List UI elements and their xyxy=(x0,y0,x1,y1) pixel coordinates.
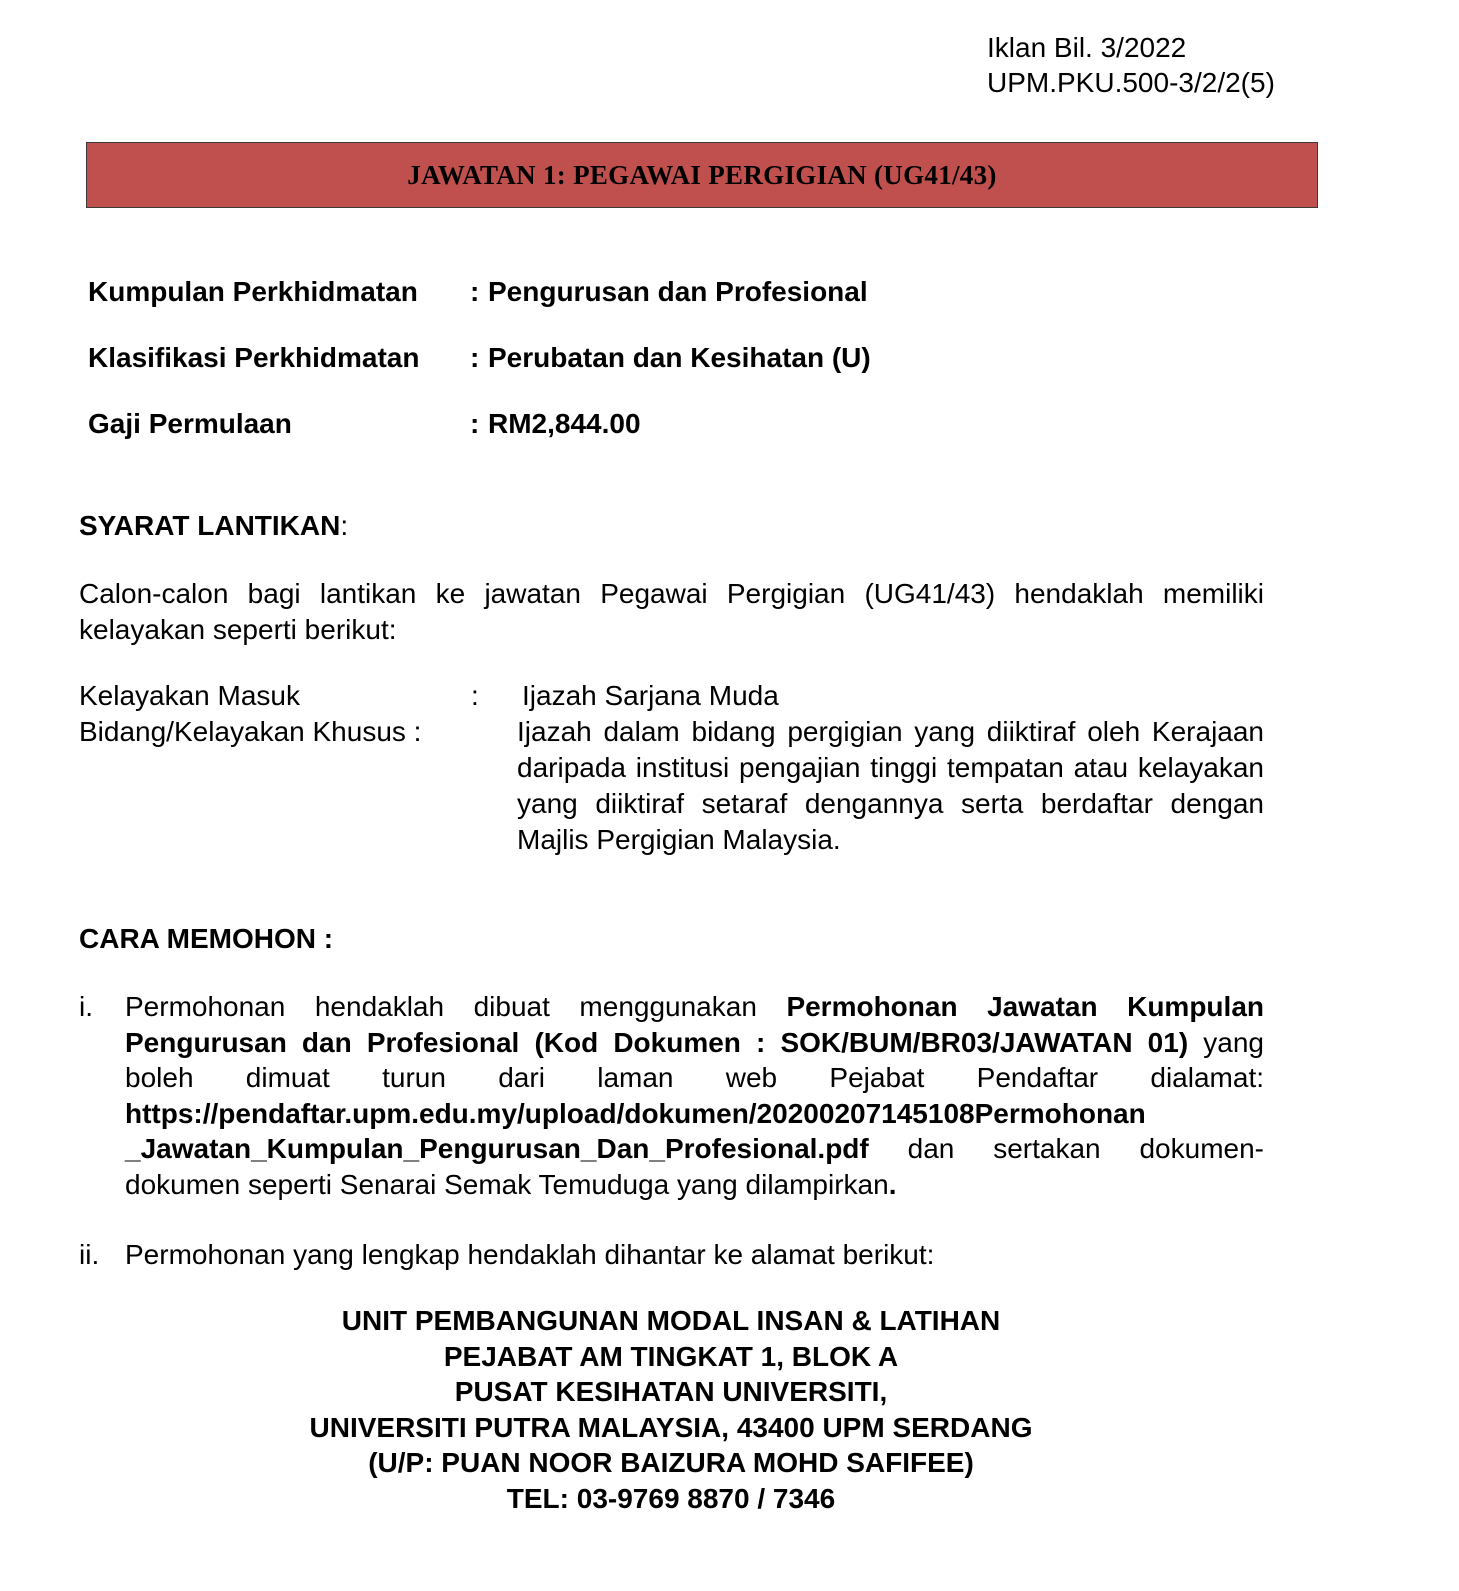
qualification-label-specific: Bidang/Kelayakan Khusus : xyxy=(79,716,422,747)
address-line: (U/P: PUAN NOOR BAIZURA MOHD SAFIFEE) xyxy=(368,1447,974,1478)
job-title-banner xyxy=(86,142,1318,208)
info-colon: : xyxy=(470,408,480,439)
job-title: JAWATAN 1: PEGAWAI PERGIGIAN (UG41/43) xyxy=(407,159,997,190)
info-colon: : xyxy=(470,276,480,307)
application-form-name: Permohonan Jawatan Kumpulan Pengurusan dan Profesional (Kod Dokumen : SOK/BUM/BR03/JAWATAN 01) xyxy=(125,991,1264,1058)
advert-number: Iklan Bil. 3/2022 xyxy=(987,32,1187,63)
item-body: Permohonan yang lengkap hendaklah dihantar ke alamat berikut: xyxy=(125,1239,935,1270)
info-value: Perubatan dan Kesihatan (U) xyxy=(488,342,871,373)
info-value: RM2,844.00 xyxy=(488,408,641,439)
info-label: Gaji Permulaan xyxy=(88,408,292,439)
info-colon: : xyxy=(470,342,480,373)
file-reference: UPM.PKU.500-3/2/2(5) xyxy=(987,67,1275,98)
address-line: PEJABAT AM TINGKAT 1, BLOK A xyxy=(443,1340,899,1372)
qualification-value-entry: Ijazah Sarjana Muda xyxy=(522,680,779,711)
item-body: Permohonan hendaklah dibuat menggunakan Permohonan Jawatan Kumpulan Pengurusan dan Profesional (Kod Dokumen : SOK/BUM/BR03/JAWATAN 01) yang boleh dimuat turun dari laman web Pejabat Pendaftar dialamat: https://pendaftar.upm.edu.my/upload/dokumen/20200207145108Permohonan _Jawatan_Kumpulan_Pengurusan_Dan_Profesional.pdf dan sertakan dokumen-dokumen seperti Senarai Semak Temuduga yang dilampirkan. xyxy=(125,991,1264,1200)
requirements-intro: Calon-calon bagi lantikan ke jawatan Pegawai Pergigian (UG41/43) hendaklah memiliki kelayakan seperti berikut: xyxy=(79,578,1264,645)
qualification-colon: : xyxy=(471,680,479,711)
item-number: i. xyxy=(79,991,93,1022)
info-value: Pengurusan dan Profesional xyxy=(488,276,868,307)
download-link-continued[interactable]: _Jawatan_Kumpulan_Pengurusan_Dan_Profesional.pdf xyxy=(125,1133,869,1164)
address-line: PUSAT KESIHATAN UNIVERSITI, xyxy=(454,1376,888,1407)
qualification-label-entry: Kelayakan Masuk xyxy=(79,680,301,711)
mailing-address xyxy=(0,1303,1342,1516)
download-link[interactable]: https://pendaftar.upm.edu.my/upload/dokumen/20200207145108Permohonan xyxy=(125,1097,1146,1129)
how-to-apply-heading: CARA MEMOHON : xyxy=(79,923,334,954)
info-label: Klasifikasi Perkhidmatan xyxy=(88,342,420,373)
qualification-value-specific: Ijazah dalam bidang pergigian yang diiktiraf oleh Kerajaan daripada institusi pengajian tinggi tempatan atau kelayakan yang diiktiraf setaraf dengannya serta berdaftar dengan Majlis Pergigian Malaysia. xyxy=(517,716,1264,855)
reference-block xyxy=(987,30,1275,100)
appointment-requirements-heading: SYARAT LANTIKAN: xyxy=(79,510,349,541)
item-number: ii. xyxy=(79,1239,100,1270)
address-line: UNIVERSITI PUTRA MALAYSIA, 43400 UPM SERDANG xyxy=(309,1411,1033,1443)
address-line: UNIT PEMBANGUNAN MODAL INSAN & LATIHAN xyxy=(341,1305,1001,1336)
info-label: Kumpulan Perkhidmatan xyxy=(88,276,418,307)
address-phone: TEL: 03-9769 8870 / 7346 xyxy=(506,1482,836,1514)
